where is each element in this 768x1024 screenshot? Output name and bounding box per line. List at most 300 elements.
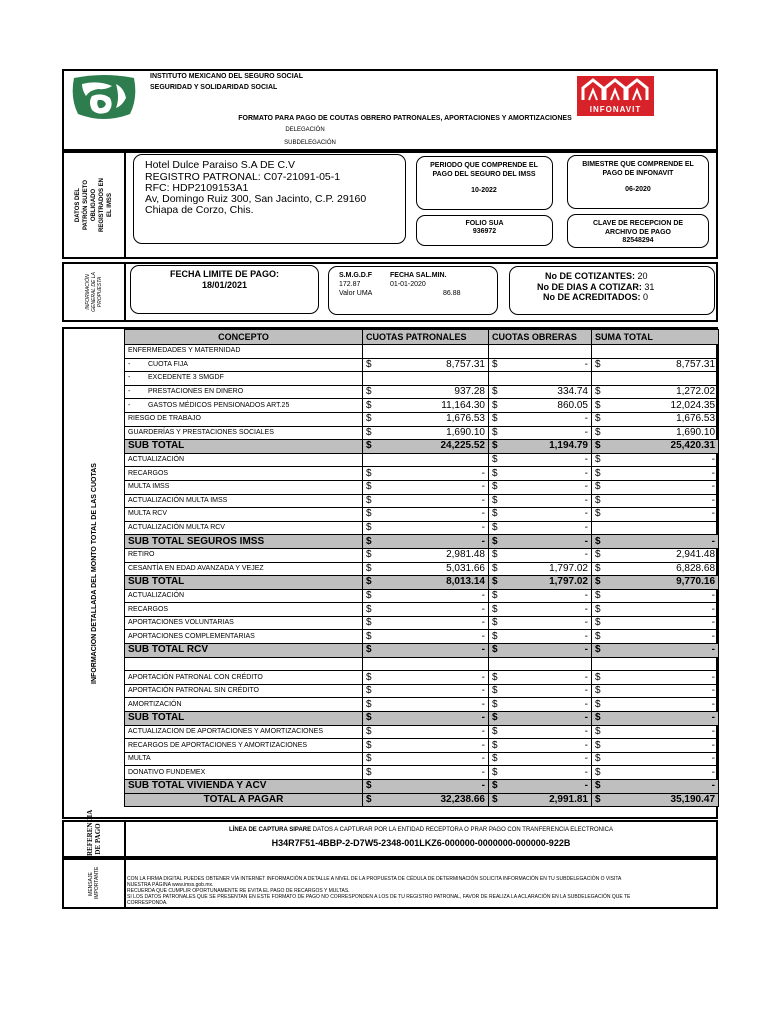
value-pat: - (376, 684, 489, 698)
row-label: SUB TOTAL SEGUROS IMSS (128, 535, 265, 547)
value-obr: - (502, 426, 592, 440)
row-concepto (125, 372, 363, 386)
infonavit-text: INFONAVIT (589, 105, 642, 114)
table-row (125, 739, 719, 753)
table-row (125, 548, 719, 562)
value-tot: 12,024.35 (605, 399, 719, 413)
smgdf-value: 172.87 (339, 281, 361, 288)
currency-symbol: $ (363, 603, 376, 617)
table-row (125, 467, 719, 481)
patron-address1: Av, Domingo Ruiz 300, San Jacinto, C.P. 29160 (145, 193, 367, 205)
row-concepto (125, 399, 363, 413)
form-title: FORMATO PARA PAGO DE COUTAS OBRERO PATRONALES, APORTACIONES Y AMORTIZACIONES (238, 115, 572, 122)
row-concepto (125, 385, 363, 399)
table-row (125, 494, 719, 508)
currency-symbol: $ (489, 698, 502, 712)
currency-symbol: $ (592, 793, 605, 807)
currency-symbol: $ (592, 576, 605, 590)
value-pat: - (376, 644, 489, 658)
currency-symbol: $ (363, 440, 376, 454)
value-obr: - (502, 412, 592, 426)
value-pat: 1,676.53 (376, 412, 489, 426)
row-concepto (125, 426, 363, 440)
value-obr: 1,194.79 (502, 440, 592, 454)
value-tot: 25,420.31 (605, 440, 719, 454)
row-label: SUB TOTAL (128, 712, 185, 724)
currency-symbol: $ (363, 562, 376, 576)
currency-symbol: $ (363, 426, 376, 440)
value-tot: - (605, 589, 719, 603)
infonavit-logo (577, 76, 654, 116)
table-row (125, 589, 719, 603)
value-tot: - (605, 698, 719, 712)
currency-symbol: $ (363, 589, 376, 603)
currency-symbol: $ (489, 440, 502, 454)
currency-symbol: $ (489, 576, 502, 590)
value-obr: - (502, 752, 592, 766)
currency-symbol: $ (489, 548, 502, 562)
currency-symbol: $ (489, 562, 502, 576)
fecha-sal-value: 01-01-2020 (390, 281, 426, 288)
row-concepto (125, 467, 363, 481)
value-pat: 2,981.48 (376, 548, 489, 562)
row-concepto (125, 480, 363, 494)
row-label: GASTOS MÉDICOS PENSIONADOS ART.25 (148, 401, 290, 409)
currency-symbol: $ (489, 780, 502, 794)
row-label: RECARGOS DE APORTACIONES Y AMORTIZACIONES (128, 741, 308, 749)
value-pat: - (376, 508, 489, 522)
acreditados-value: 0 (643, 292, 649, 302)
table-row (125, 616, 719, 630)
value-pat: - (376, 766, 489, 780)
bimestre-label: BIMESTRE QUE COMPRENDE EL PAGO DE INFONAVIT (582, 161, 694, 177)
value-tot: 2,941.48 (605, 548, 719, 562)
value-pat: 937.28 (376, 385, 489, 399)
value-obr: - (502, 589, 592, 603)
currency-symbol: $ (363, 385, 376, 399)
value-tot: - (605, 725, 719, 739)
mensaje-text: CON LA FIRMA DIGITAL PUEDES OBTENER VÍA INTERNET INFORMACIÓN A DETALLE A NIVEL DE LA PROPUESTA DE CÉDULA DE DETERMINACIÓN SOLICITA INFORMACIÓN EN TU SUBDELEGACIÓN O VISITA NUESTRA PÁGINA www.imss.gob.mx. RECUERDA QUE CUMPLIR OPORTUNAMENTE RE EVITA EL PAGO DE RECARGOS Y MULTAS. SI LOS DATOS PATRONALES QUE SE PRESENTAN EN ESTE FORMATO DE PAGO NO CORRESPONDEN A LOS DE TU REGISTRO PATRONAL, FAVOR DE REALIZA LA ACLARACIÓN EN LA SUBDELEGACIÓN QUE TE CORRESPONDA. (127, 876, 631, 906)
folio-value: 936972 (472, 228, 497, 235)
row-concepto (125, 657, 363, 671)
currency-symbol: $ (592, 548, 605, 562)
table-row (125, 399, 719, 413)
value-obr: - (502, 780, 592, 794)
value-pat: 1,690.10 (376, 426, 489, 440)
value-pat: - (376, 739, 489, 753)
currency-symbol: $ (592, 440, 605, 454)
currency-symbol: $ (489, 508, 502, 522)
row-label: RECARGOS (128, 469, 169, 477)
table-row (125, 521, 719, 535)
value-obr: - (502, 712, 592, 726)
currency-symbol: $ (592, 630, 605, 644)
currency-symbol: $ (592, 494, 605, 508)
value-obr: 1,797.02 (502, 562, 592, 576)
table-row (125, 630, 719, 644)
currency-symbol: $ (592, 399, 605, 413)
cuotas-table (124, 329, 719, 807)
row-label: RIESGO DE TRABAJO (128, 415, 201, 423)
currency-symbol: $ (592, 644, 605, 658)
fecha-limite-label: FECHA LIMITE DE PAGO: (170, 269, 279, 279)
row-concepto (125, 684, 363, 698)
value-pat: - (376, 467, 489, 481)
currency-symbol: $ (363, 766, 376, 780)
header-cuotas-patronales: CUOTAS PATRONALES (363, 330, 489, 345)
fecha-limite-value: 18/01/2021 (201, 280, 248, 290)
patron-divider (124, 151, 126, 259)
header-suma-total: SUMA TOTAL (592, 330, 719, 345)
row-dash: - (128, 360, 131, 368)
currency-symbol: $ (592, 780, 605, 794)
currency-symbol: $ (592, 453, 605, 467)
value-tot: - (605, 480, 719, 494)
patron-name: Hotel Dulce Paraiso S.A DE C.V (145, 159, 295, 171)
table-row (125, 684, 719, 698)
inst-line1: INSTITUTO MEXICANO DEL SEGURO SOCIAL (150, 73, 303, 80)
currency-symbol: $ (489, 766, 502, 780)
row-concepto (125, 535, 363, 549)
row-label: SUB TOTAL (128, 576, 185, 588)
patron-registro: REGISTRO PATRONAL: C07-21091-05-1 (145, 171, 341, 183)
currency-symbol: $ (592, 589, 605, 603)
currency-symbol: $ (489, 616, 502, 630)
currency-symbol: $ (489, 644, 502, 658)
currency-symbol: $ (489, 725, 502, 739)
currency-symbol: $ (592, 603, 605, 617)
uma-label: Valor UMA (339, 290, 373, 297)
currency-symbol: $ (363, 780, 376, 794)
value-tot: - (605, 752, 719, 766)
currency-symbol: $ (592, 725, 605, 739)
value-pat: - (376, 494, 489, 508)
table-row (125, 480, 719, 494)
value-tot: - (605, 616, 719, 630)
currency-symbol: $ (489, 426, 502, 440)
row-concepto (125, 712, 363, 726)
value-tot: - (605, 508, 719, 522)
total-row (125, 793, 719, 807)
value-tot: 1,676.53 (605, 412, 719, 426)
clave-value: 82548294 (622, 237, 654, 244)
patron-rfc: RFC: HDP2109153A1 (145, 182, 249, 194)
currency-symbol: $ (489, 684, 502, 698)
currency-symbol: $ (592, 535, 605, 549)
currency-symbol: $ (592, 712, 605, 726)
row-label: MULTA IMSS (128, 483, 170, 491)
row-concepto (125, 494, 363, 508)
value-pat: 8,013.14 (376, 576, 489, 590)
row-label: MULTA (128, 755, 151, 763)
value-obr: 2,991.81 (502, 793, 592, 807)
table-side-label: INFORMACION DETALLADA DEL MONTO TOTAL DE LAS CUOTAS (90, 462, 98, 684)
subtotal-row (125, 535, 719, 549)
currency-symbol: $ (489, 467, 502, 481)
value-pat: - (376, 725, 489, 739)
row-label: RECARGOS (128, 605, 169, 613)
currency-symbol: $ (363, 630, 376, 644)
table-row (125, 345, 719, 359)
value-tot: - (605, 671, 719, 685)
value-obr: - (502, 494, 592, 508)
row-label: ACTUALIZACIÓN (128, 591, 185, 599)
table-row (125, 372, 719, 386)
row-concepto (125, 521, 363, 535)
value-tot: - (605, 644, 719, 658)
row-label: GUARDERÍAS Y PRESTACIONES SOCIALES (128, 428, 274, 436)
value-tot: - (605, 766, 719, 780)
currency-symbol: $ (592, 385, 605, 399)
value-pat: - (376, 752, 489, 766)
value-pat: - (376, 521, 489, 535)
currency-symbol: $ (592, 698, 605, 712)
value-obr: - (502, 671, 592, 685)
uma-value: 86.88 (443, 290, 461, 297)
row-label: SUB TOTAL RCV (128, 644, 209, 656)
value-pat: - (376, 589, 489, 603)
currency-symbol: $ (489, 358, 502, 372)
row-dash: - (128, 374, 131, 382)
row-label: MULTA RCV (128, 510, 168, 518)
mensaje-side-label: MENSAJE IMPORTANTE (88, 866, 100, 899)
acreditados-line: No DE ACREDITADOS: 0 (543, 292, 649, 302)
currency-symbol: $ (363, 399, 376, 413)
infonavit-house-icon (577, 76, 654, 106)
subtotal-row (125, 644, 719, 658)
currency-symbol: $ (363, 793, 376, 807)
value-obr: - (502, 548, 592, 562)
table-row (125, 603, 719, 617)
currency-symbol: $ (489, 399, 502, 413)
currency-symbol: $ (363, 644, 376, 658)
value-obr: - (502, 480, 592, 494)
currency-symbol: $ (489, 412, 502, 426)
periodo-label: PERIODO QUE COMPRENDE EL PAGO DEL SEGURO DEL IMSS (430, 162, 538, 178)
currency-symbol: $ (592, 358, 605, 372)
row-label: ACTUALIZACIÓN (128, 456, 185, 464)
value-tot: 6,828.68 (605, 562, 719, 576)
currency-symbol: $ (363, 712, 376, 726)
value-obr: - (502, 725, 592, 739)
value-pat: - (376, 616, 489, 630)
currency-symbol: $ (489, 630, 502, 644)
row-concepto (125, 630, 363, 644)
row-concepto (125, 698, 363, 712)
value-obr: - (502, 521, 592, 535)
row-concepto (125, 780, 363, 794)
row-label: APORTACIÓN PATRONAL SIN CRÉDITO (128, 687, 259, 695)
table-row (125, 671, 719, 685)
value-obr: - (502, 766, 592, 780)
row-concepto (125, 412, 363, 426)
currency-symbol: $ (363, 616, 376, 630)
currency-symbol: $ (489, 385, 502, 399)
currency-symbol: $ (363, 548, 376, 562)
value-obr: - (502, 603, 592, 617)
value-pat: - (376, 671, 489, 685)
currency-symbol: $ (592, 426, 605, 440)
row-label: SUB TOTAL (128, 440, 185, 452)
currency-symbol: $ (363, 467, 376, 481)
currency-symbol: $ (363, 412, 376, 426)
dias-line: No DE DIAS A COTIZAR: 31 (537, 282, 655, 292)
currency-symbol: $ (489, 521, 502, 535)
currency-symbol: $ (363, 508, 376, 522)
value-obr: - (502, 358, 592, 372)
currency-symbol: $ (592, 467, 605, 481)
row-concepto (125, 345, 363, 359)
value-tot: - (605, 535, 719, 549)
value-tot: - (605, 603, 719, 617)
value-pat: - (376, 603, 489, 617)
row-concepto (125, 603, 363, 617)
row-concepto (125, 548, 363, 562)
currency-symbol: $ (592, 480, 605, 494)
smgdf-label: S.M.G.D.F (339, 272, 373, 279)
currency-symbol: $ (363, 576, 376, 590)
currency-symbol: $ (489, 793, 502, 807)
value-obr: - (502, 467, 592, 481)
row-label: APORTACIONES VOLUNTARIAS (128, 619, 234, 627)
header-cuotas-obreras: CUOTAS OBRERAS (489, 330, 592, 345)
currency-symbol: $ (592, 752, 605, 766)
row-label: RETIRO (128, 551, 155, 559)
row-concepto (125, 739, 363, 753)
row-label: CESANTÍA EN EDAD AVANZADA Y VEJEZ (128, 564, 264, 572)
value-pat: - (376, 630, 489, 644)
value-pat: - (376, 480, 489, 494)
value-obr: 860.05 (502, 399, 592, 413)
periodo-value: 10-2022 (471, 187, 497, 194)
patron-side-label: DATOS DEL PATRÓN SUJETO OBLIGADO REGISTRADOS EN EL IMSS (75, 178, 113, 233)
value-pat: - (376, 712, 489, 726)
subtotal-row (125, 440, 719, 454)
dias-value: 31 (644, 282, 655, 292)
value-tot: - (605, 494, 719, 508)
cotizantes-line: No DE COTIZANTES: 20 (545, 271, 648, 281)
inst-line2: SEGURIDAD Y SOLIDARIDAD SOCIAL (150, 84, 278, 91)
referencia-side-label: REFERENCIA DE PAGO (86, 809, 102, 856)
value-pat: - (376, 780, 489, 794)
value-tot: - (605, 739, 719, 753)
clave-label: CLAVE DE RECEPCION DE ARCHIVO DE PAGO (592, 220, 684, 236)
general-divider (124, 262, 126, 322)
row-label: AMORTIZACIÓN (128, 700, 182, 708)
currency-symbol: $ (489, 589, 502, 603)
value-tot: 1,272.02 (605, 385, 719, 399)
value-obr: 1,797.02 (502, 576, 592, 590)
row-concepto (125, 508, 363, 522)
currency-symbol: $ (489, 535, 502, 549)
row-label: CUOTA FIJA (148, 360, 188, 368)
currency-symbol: $ (489, 739, 502, 753)
table-row (125, 358, 719, 372)
value-tot: 9,770.16 (605, 576, 719, 590)
value-pat: 8,757.31 (376, 358, 489, 372)
cotizantes-value: 20 (637, 271, 648, 281)
table-row (125, 698, 719, 712)
value-pat: 24,225.52 (376, 440, 489, 454)
row-label: APORTACIONES COMPLEMENTARIAS (128, 632, 255, 640)
currency-symbol: $ (363, 535, 376, 549)
value-pat: - (376, 535, 489, 549)
row-label: PRESTACIONES EN DINERO (148, 388, 244, 396)
header-concepto: CONCEPTO (125, 330, 363, 345)
currency-symbol: $ (489, 752, 502, 766)
currency-symbol: $ (363, 698, 376, 712)
value-obr: - (502, 630, 592, 644)
linea-captura-line: LÍNEA DE CAPTURA SIPARE DATOS A CAPTURAR POR LA ENTIDAD RECEPTORA O PRAR PAGO CON TRANFERENCIA ELECTRONICA (229, 827, 613, 833)
value-obr: - (502, 508, 592, 522)
currency-symbol: $ (363, 494, 376, 508)
row-concepto (125, 644, 363, 658)
bimestre-value: 06-2020 (625, 186, 651, 193)
table-row (125, 453, 719, 467)
row-concepto (125, 562, 363, 576)
value-tot: 1,690.10 (605, 426, 719, 440)
table-header-row (125, 330, 719, 345)
table-row (125, 766, 719, 780)
value-pat: 5,031.66 (376, 562, 489, 576)
value-obr: - (502, 698, 592, 712)
row-label: SUB TOTAL VIVIENDA Y ACV (128, 780, 267, 792)
row-concepto (125, 671, 363, 685)
currency-symbol: $ (489, 712, 502, 726)
row-label: ACTUALIZACION DE APORTACIONES Y AMORTIZACIONES (128, 727, 324, 735)
value-pat: - (376, 698, 489, 712)
currency-symbol: $ (592, 508, 605, 522)
value-tot: 35,190.47 (605, 793, 719, 807)
value-obr: - (502, 453, 592, 467)
value-tot: - (605, 780, 719, 794)
row-concepto (125, 440, 363, 454)
linea-captura-code[interactable]: H34R7F51-4BBP-2-D7W5-2348-001LKZ6-000000-0000000-000000-922B (271, 838, 571, 848)
subtotal-row (125, 780, 719, 794)
general-side-label: INFORMACIÓN GENERAL DE LA PROPUESTA (85, 272, 103, 312)
row-concepto (125, 752, 363, 766)
value-tot: - (605, 453, 719, 467)
value-obr: - (502, 739, 592, 753)
value-tot: - (605, 684, 719, 698)
currency-symbol: $ (592, 766, 605, 780)
row-concepto (125, 793, 363, 807)
currency-symbol: $ (489, 480, 502, 494)
table-row (125, 725, 719, 739)
table-row (125, 752, 719, 766)
subtotal-row (125, 576, 719, 590)
row-label: DONATIVO FUNDEMEX (128, 768, 206, 776)
table-row (125, 508, 719, 522)
row-label: ENFERMEDADES Y MATERNIDAD (128, 347, 241, 355)
currency-symbol: $ (363, 752, 376, 766)
currency-symbol: $ (489, 671, 502, 685)
value-obr: - (502, 684, 592, 698)
currency-symbol: $ (592, 684, 605, 698)
row-concepto (125, 453, 363, 467)
row-concepto (125, 616, 363, 630)
table-row (125, 562, 719, 576)
row-concepto (125, 589, 363, 603)
currency-symbol: $ (592, 412, 605, 426)
blank-row (125, 657, 719, 671)
currency-symbol: $ (592, 739, 605, 753)
currency-symbol: $ (592, 616, 605, 630)
table-row (125, 385, 719, 399)
delegacion-label: DELEGACIÓN (285, 127, 325, 133)
value-obr: - (502, 535, 592, 549)
currency-symbol: $ (363, 358, 376, 372)
